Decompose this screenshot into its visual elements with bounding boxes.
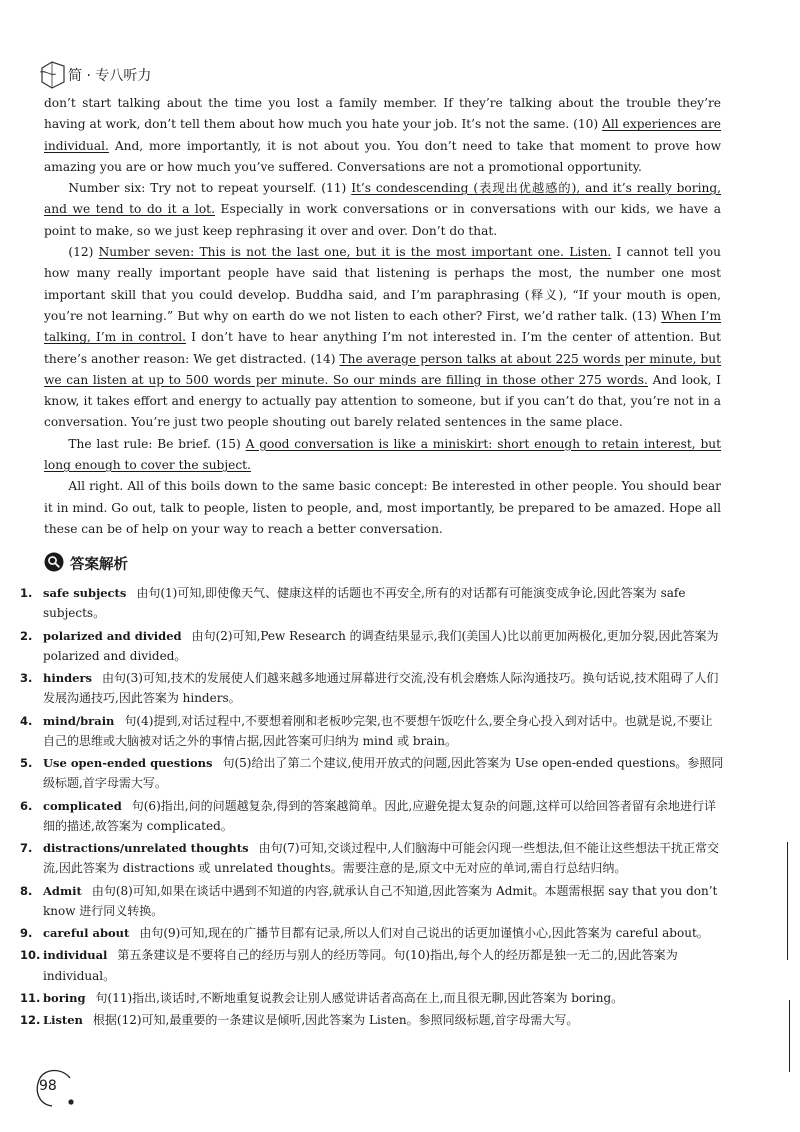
book-logo-icon	[38, 58, 68, 90]
answer-key: boring	[43, 990, 86, 1005]
answer-item: 9. careful about 由句(9)可知,现在的广播节目都有记录,所以人们对自己说出的话更加谨慎小心,因此答案为 careful about。	[20, 926, 709, 940]
underlined-sentence-13: When I’m talking, I’m in control.	[44, 308, 721, 345]
paragraph: don’t start talking about the time you lost a family member. If they’re talking about the trouble they’re having at work, don’t tell them about how much you hate your job. It’s not the same. (10) All experiences are individual. And, more importantly, it is not about you. You don’t need to take that moment to prove how amazing you are or how much you’ve suffered. Conversations are not a promotional opportunity.	[44, 96, 721, 174]
answer-key: careful about	[43, 926, 130, 940]
underlined-sentence-15: A good conversation is like a miniskirt: short enough to retain interest, but long enough to cover the subject.	[44, 436, 721, 473]
paragraph: All right. All of this boils down to the same basic concept: Be interested in other people. You should bear it in mind. Go out, talk to people, listen to people, and, most importantly, be prepared to be amazed. Hope all these can be of help on your way to reach a better conversation.	[44, 479, 721, 536]
margin-line	[789, 1000, 790, 1072]
underlined-sentence-10: All experiences are individual.	[44, 117, 721, 153]
underlined-sentence-12: Number seven: This is not the last one, but it is the most important one. Listen.	[98, 245, 612, 260]
answer-key: Use open-ended questions	[43, 756, 213, 770]
answer-item: 3. hinders 由句(3)可知,技术的发展使人们越来越多地通过屏幕进行交流,没有机会磨炼人际沟通技巧。换句话说,技术阻碍了人们发展沟通技巧,因此答案为 hinders。	[20, 671, 719, 706]
header-title: 简 · 专八听力	[68, 68, 152, 84]
paragraph: Number six: Try not to repeat yourself. (11) It’s condescending (表现出优越感的), and it’s really boring, and we tend to do it a lot. Especially in work conversations or in conversations with our kids, we have a point to make, so we just keep rephrasing it over and over. Don’t do that.	[44, 181, 721, 238]
margin-line	[787, 842, 788, 960]
paragraph: (12) Number seven: This is not the last one, but it is the most important one. Listen. I cannot tell you how many really important people have said that listening is perhaps the most, the number one most important skill that you could develop. Buddha said, and I’m paraphrasing (释义), “If your mouth is open, you’re not learning.” But why on earth do we not listen to each other? First, we’d rather talk. (13) When I’m talking, I’m in control. I don’t have to hear anything I’m not interested in. I’m the center of attention. But there’s another reason: We get distracted. (14) The average person talks at about 225 words per minute, but we can listen at up to 500 words per minute. So our minds are filling in those other 275 words. And look, I know, it takes effort and energy to actually pay attention to someone, but if you can’t do that, you’re not in a conversation. You’re just two people shouting out barely related sentences in the same place.	[44, 245, 721, 430]
answer-item: 7. distractions/unrelated thoughts 由句(7)可知,交谈过程中,人们脑海中可能会闪现一些想法,但不能让这些想法干扰正常交流,因此答案为 distractions 或 unrelated thoughts。需要注意的是,原文中无对应的单词,需自行总结归纳。	[20, 841, 720, 876]
answer-item: 2. polarized and divided 由句(2)可知,Pew Research 的调查结果显示,我们(美国人)比以前更加两极化,更加分裂,因此答案为 polarized and divided。	[20, 628, 719, 663]
magnifier-icon	[44, 552, 64, 572]
answer-key: Admit	[43, 883, 82, 898]
answer-key: safe subjects	[43, 586, 127, 600]
answer-list	[20, 583, 724, 1032]
page-number	[32, 1066, 80, 1110]
answer-key: hinders	[43, 671, 92, 685]
answer-key: Listen	[43, 1013, 83, 1028]
page-number-text: 98	[39, 1078, 57, 1094]
answer-key: mind/brain	[43, 713, 115, 728]
underlined-sentence-14: The average person talks at about 225 words per minute, but we can listen at up to 500 words per minute. So our minds are filling in those other 275 words.	[44, 351, 721, 387]
answer-item: 8. Admit 由句(8)可知,如果在谈话中遇到不知道的内容,就承认自己不知道,因此答案为 Admit。本题需根据 say that you don’t know 进行同义转换。	[20, 883, 718, 918]
answer-item: 4. mind/brain 句(4)提到,对话过程中,不要想着刚和老板吵完架,也不要想午饭吃什么,要全身心投入到对话中。也就是说,不要让自己的思维或大脑被对话之外的事情占据,因此答案可归纳为 mind 或 brain。	[20, 713, 713, 748]
answer-item: 11. boring 句(11)指出,谈话时,不断地重复说教会让别人感觉讲话者高高在上,而且很无聊,因此答案为 boring。	[20, 990, 624, 1005]
answer-key: complicated	[43, 798, 122, 813]
underlined-sentence-11: It’s condescending (表现出优越感的), and it’s really boring, and we tend to do it a lot.	[44, 181, 721, 217]
answer-item: 1. safe subjects 由句(1)可知,即使像天气、健康这样的话题也不再安全,所有的对话都有可能演变成争论,因此答案为 safe subjects。	[20, 586, 686, 621]
section-title: 答案解析	[70, 557, 128, 573]
answer-item: 6. complicated 句(6)指出,问的问题越复杂,得到的答案越简单。因此,应避免提太复杂的问题,这样可以给回答者留有余地进行详细的描述,故答案为 complicated。	[20, 798, 717, 833]
answer-key: individual	[43, 948, 108, 963]
paragraph: The last rule: Be brief. (15) A good conversation is like a miniskirt: short enough to retain interest, but long enough to cover the subject.	[44, 436, 721, 473]
transcript-passage	[44, 93, 721, 540]
answer-item: 10. individual 第五条建议是不要将自己的经历与别人的经历等同。句(10)指出,每个人的经历都是独一无二的,因此答案为 individual。	[20, 948, 678, 983]
answer-key: polarized and divided	[43, 628, 182, 643]
answer-item: 5. Use open-ended questions 句(5)给出了第二个建议,使用开放式的问题,因此答案为 Use open-ended questions。参照同级标题,首字母需大写。	[20, 756, 724, 791]
answer-key: distractions/unrelated thoughts	[43, 841, 249, 855]
answer-item: 12. Listen 根据(12)可知,最重要的一条建议是倾听,因此答案为 Listen。参照同级标题,首字母需大写。	[20, 1013, 579, 1028]
